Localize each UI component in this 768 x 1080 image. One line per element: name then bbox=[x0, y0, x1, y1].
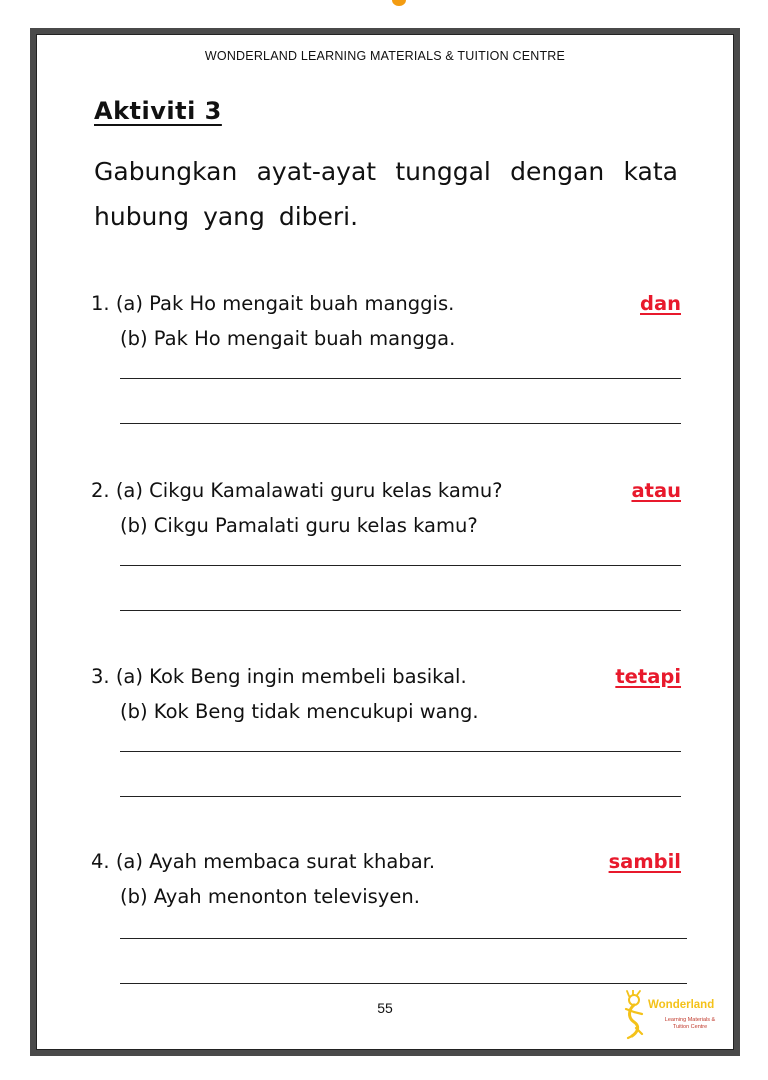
question-2-answer-line-1[interactable] bbox=[120, 565, 681, 566]
question-2-a-text: (a) Cikgu Kamalawati guru kelas kamu? bbox=[115, 479, 503, 502]
question-4-answer-line-2[interactable] bbox=[120, 983, 687, 984]
question-1-a-text: (a) Pak Ho mengait buah manggis. bbox=[115, 292, 455, 315]
question-1-number: 1. bbox=[91, 292, 110, 315]
question-3-sentence-a bbox=[91, 665, 467, 688]
question-1 bbox=[91, 292, 681, 452]
logo-subtitle bbox=[650, 1017, 730, 1030]
centre-name-header: WONDERLAND LEARNING MATERIALS & TUITION CENTRE bbox=[204, 49, 566, 63]
logo-subtitle-line-1: Learning Materials & bbox=[664, 1017, 716, 1023]
question-2-number: 2. bbox=[91, 479, 110, 502]
question-1-answer-line-1[interactable] bbox=[120, 378, 681, 379]
question-4-number: 4. bbox=[91, 850, 110, 873]
top-orange-mark bbox=[392, 0, 406, 6]
wonderland-mascot-icon bbox=[622, 990, 650, 1040]
logo-name: Wonderland bbox=[648, 999, 715, 1011]
question-2-conjunction: atau bbox=[631, 479, 681, 502]
question-2-sentence-a bbox=[91, 479, 503, 502]
question-4-conjunction: sambil bbox=[608, 850, 681, 873]
question-1-sentence-a bbox=[91, 292, 454, 315]
logo-subtitle-line-2: Tuition Centre bbox=[672, 1023, 708, 1030]
question-3-conjunction: tetapi bbox=[615, 665, 681, 688]
question-4-answer-line-1[interactable] bbox=[120, 938, 687, 939]
question-3 bbox=[91, 665, 681, 825]
question-3-answer-line-1[interactable] bbox=[120, 751, 681, 752]
question-4-sentence-b: (b) Ayah menonton televisyen. bbox=[120, 885, 420, 908]
question-3-answer-line-2[interactable] bbox=[120, 796, 681, 797]
question-1-answer-line-2[interactable] bbox=[120, 423, 681, 424]
question-3-a-text: (a) Kok Beng ingin membeli basikal. bbox=[115, 665, 467, 688]
question-4-sentence-a bbox=[91, 850, 435, 873]
page-number: 55 bbox=[377, 1000, 393, 1016]
question-3-number: 3. bbox=[91, 665, 110, 688]
activity-title: Aktiviti 3 bbox=[94, 97, 222, 125]
worksheet-page bbox=[30, 28, 740, 1056]
wonderland-logo bbox=[622, 990, 726, 1040]
question-1-conjunction: dan bbox=[640, 292, 681, 315]
question-2 bbox=[91, 479, 681, 639]
question-1-sentence-b: (b) Pak Ho mengait buah mangga. bbox=[120, 327, 456, 350]
question-2-sentence-b: (b) Cikgu Pamalati guru kelas kamu? bbox=[120, 514, 478, 537]
question-4 bbox=[91, 850, 687, 1010]
question-3-sentence-b: (b) Kok Beng tidak mencukupi wang. bbox=[120, 700, 479, 723]
question-2-answer-line-2[interactable] bbox=[120, 610, 681, 611]
question-4-a-text: (a) Ayah membaca surat khabar. bbox=[115, 850, 436, 873]
activity-instruction: Gabungkan ayat-ayat tunggal dengan kata hubung yang diberi. bbox=[94, 157, 678, 231]
